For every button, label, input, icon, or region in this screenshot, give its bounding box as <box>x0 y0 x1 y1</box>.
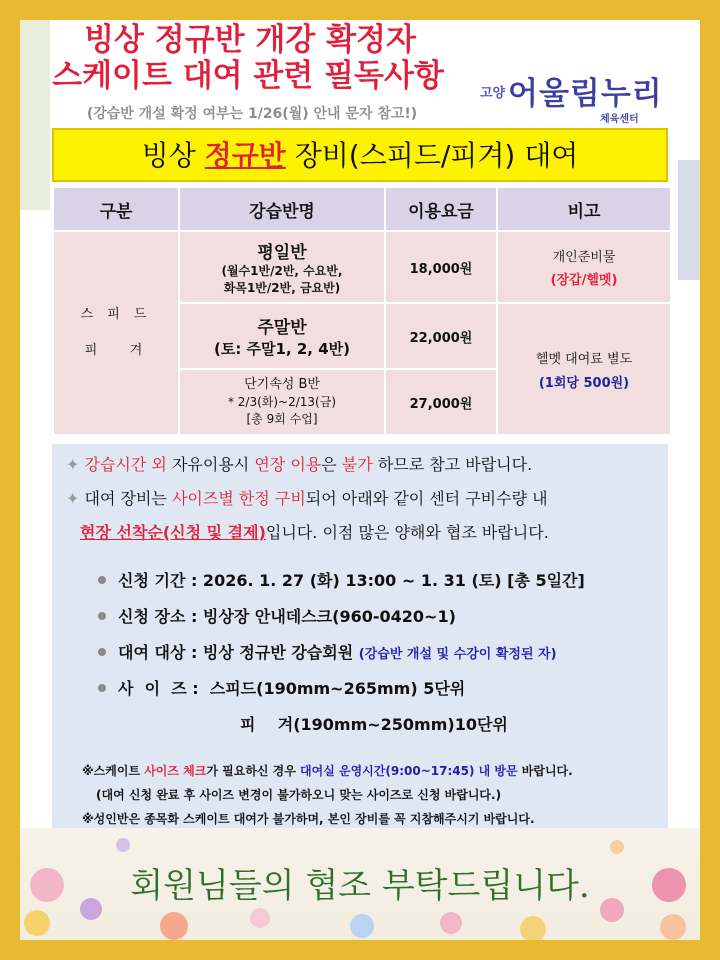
col-header: 이용요금 <box>386 188 496 230</box>
sparkle-icon: ✦ <box>66 489 85 508</box>
footnote-emph: 사이즈 체크 <box>144 764 207 778</box>
apply-period-text: 신청 기간 : 2026. 1. 27 (화) 13:00 ~ 1. 31 (토) [총 5일간] <box>118 571 585 590</box>
note-text-blue: (1회당 500원) <box>538 375 630 391</box>
class-detail: 화목1반/2반, 금요반) <box>223 280 341 295</box>
category-figure: 피 겨 <box>84 343 148 358</box>
notice-text: 대여 장비는 <box>84 489 172 508</box>
bullet-icon <box>98 648 106 656</box>
sparkle-icon: ✦ <box>66 455 85 474</box>
decorative-panel <box>678 160 700 280</box>
class-name-cell <box>180 370 384 434</box>
banner-text: 빙상 <box>141 139 205 172</box>
apply-place-text: 신청 장소 : 빙상장 안내데스크(960-0420~1) <box>118 607 456 626</box>
table-row <box>54 232 670 302</box>
flower-decoration <box>660 914 686 940</box>
class-name: 주말반 <box>257 318 307 338</box>
class-name-cell <box>180 304 384 368</box>
fee-cell: 22,000원 <box>386 304 496 368</box>
flower-decoration <box>440 912 462 934</box>
footnote-text: 바랍니다. <box>517 764 573 778</box>
notice-line <box>80 520 549 543</box>
note-text: 개인준비물 <box>552 249 616 265</box>
rental-target-note: (강습반 개설 및 수강이 확정된 자) <box>358 647 557 662</box>
footnote-text: 가 필요하신 경우 <box>206 764 301 778</box>
flower-decoration <box>160 912 188 940</box>
banner-text-2: 장비(스피드/피겨) 대여 <box>285 139 579 172</box>
footnote-text: ※스케이트 <box>82 764 145 778</box>
flower-decoration <box>116 838 130 852</box>
flower-decoration <box>350 914 374 938</box>
footnote: ※성인반은 종목화 스케이트 대여가 불가하며, 본인 장비를 꼭 지참해주시기 바랍니다. <box>82 812 535 826</box>
notice-line <box>66 452 532 475</box>
poster <box>20 20 700 940</box>
col-header: 강습반명 <box>180 188 384 230</box>
title-line-1: 빙상 정규반 개강 확정자 <box>84 22 416 58</box>
notice-text: 하므로 참고 바랍니다. <box>372 455 533 474</box>
footnote: (대여 신청 완료 후 사이즈 변경이 불가하오니 맞는 사이즈로 신청 바랍니다.) <box>96 788 502 802</box>
footnote-emph-blue: 대여실 운영시간(9:00~17:45) 내 방문 <box>300 764 518 778</box>
bullet-icon <box>98 576 106 584</box>
col-header: 구분 <box>54 188 178 230</box>
class-name: 평일반 <box>257 242 307 263</box>
size-info-figure <box>240 712 508 735</box>
flower-decoration <box>610 840 624 854</box>
bullet-icon <box>98 684 106 692</box>
footer-message: 회원님들의 협조 부탁드립니다. <box>130 866 590 906</box>
footnote <box>82 762 573 779</box>
title-note: (강습반 개설 확정 여부는 1/26(월) 안내 문자 참고!) <box>86 106 418 122</box>
notice-emph: 불가 <box>341 455 373 474</box>
note-text: 헬멧 대여료 별도 <box>535 351 633 367</box>
rental-target-text: 대여 대상 : 빙상 정규반 강습회원 <box>118 643 354 662</box>
notice-text: 입니다. 이점 많은 양해와 협조 바랍니다. <box>265 523 549 542</box>
apply-period <box>98 568 585 591</box>
title-line-2: 스케이트 대여 관련 필독사항 <box>52 58 444 94</box>
class-detail: * 2/3(화)~2/13(금) <box>227 395 337 409</box>
rental-target <box>98 640 557 663</box>
class-name-cell <box>180 232 384 302</box>
category-speed: 스 피 드 <box>80 307 152 322</box>
notice-emph: 연장 이용 <box>254 455 322 474</box>
logo-prefix: 고양 <box>480 86 506 101</box>
note-cell <box>498 232 670 302</box>
banner-highlight: 정규반 <box>204 139 286 172</box>
class-detail: [총 9회 수업] <box>246 412 318 426</box>
category-cell <box>54 232 178 434</box>
col-header: 비고 <box>498 188 670 230</box>
footer-flower-banner <box>20 828 700 940</box>
notice-emph-underline: 현장 선착순(신청 및 결제) <box>80 523 266 542</box>
notice-box <box>52 444 668 858</box>
center-logo <box>476 62 692 130</box>
class-detail: (월수1반/2반, 수요반, <box>221 263 343 278</box>
notice-text: 자유이용시 <box>166 455 255 474</box>
notice-emph: 강습시간 외 <box>84 455 167 474</box>
bullet-icon <box>98 612 106 620</box>
fee-cell: 18,000원 <box>386 232 496 302</box>
size-info <box>98 676 465 699</box>
notice-emph: 사이즈별 한정 구비 <box>171 489 306 508</box>
fee-cell: 27,000원 <box>386 370 496 434</box>
class-name: 단기속성 B반 <box>244 377 320 392</box>
note-cell <box>498 304 670 434</box>
fee-table <box>52 186 672 436</box>
logo-name: 어울림누리 <box>508 76 663 112</box>
flower-decoration <box>520 916 546 940</box>
logo-sub: 체육센터 <box>600 114 639 125</box>
table-header-row <box>54 188 670 230</box>
flower-decoration <box>250 908 270 928</box>
apply-place <box>98 604 456 627</box>
notice-text: 은 <box>321 455 342 474</box>
size-figure-text: 피 겨(190mm~250mm)10단위 <box>240 715 508 734</box>
note-text-red: (장갑/헬멧) <box>550 272 618 288</box>
rental-banner <box>52 128 668 182</box>
notice-text: 되어 아래와 같이 센터 구비수량 내 <box>305 489 548 508</box>
size-speed-text: 사 이 즈 : 스피드(190mm~265mm) 5단위 <box>118 679 466 698</box>
flower-decoration <box>24 910 50 936</box>
class-detail: (토: 주말1, 2, 4반) <box>213 340 351 358</box>
notice-line <box>66 486 548 509</box>
